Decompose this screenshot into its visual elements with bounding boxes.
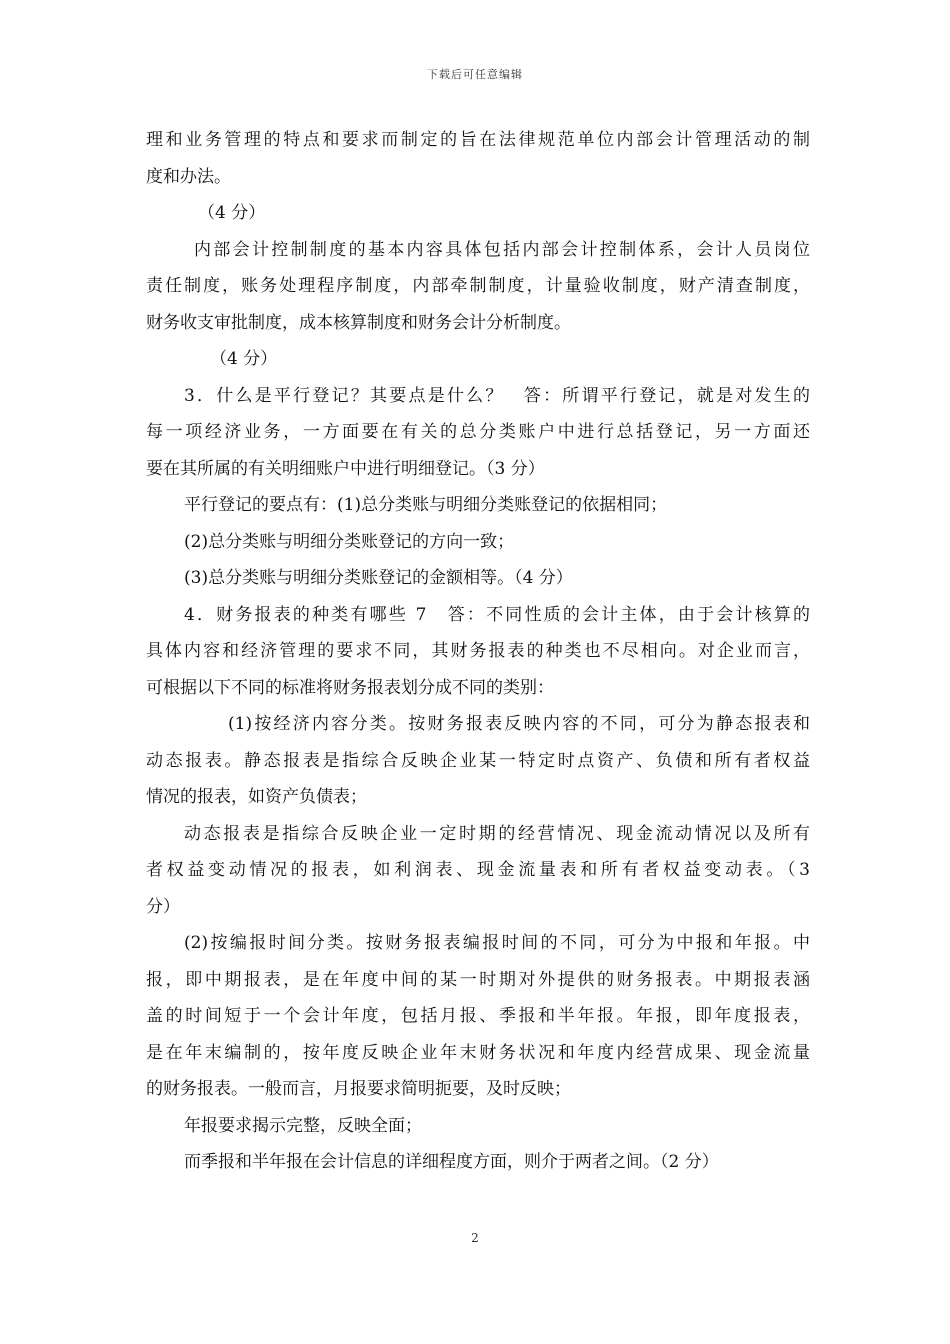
body-line: 情况的报表，如资产负债表； [146,787,367,807]
body-line: 可根据以下不同的标准将财务报表划分成不同的类别： [146,677,554,698]
body-line: (3)总分类账与明细分类账登记的金额相等。（4 分） [184,568,573,588]
score-note: （4 分） [210,349,278,369]
body-line: 的财务报表。一般而言，月报要求简明扼要，及时反映； [146,1079,571,1099]
page-number: 2 [471,1231,479,1245]
body-line: 年报要求揭示完整，反映全面； [184,1115,422,1136]
body-line: 报，即中期报表，是在年度中间的某一时期对外提供的财务报表。中期报表涵 [146,969,810,990]
body-line: (2)按编报时间分类。按财务报表编报时间的不同，可分为中报和年报。中 [184,933,810,953]
body-line: 理和业务管理的特点和要求而制定的旨在法律规范单位内部会计管理活动的制 [146,130,810,150]
body-line: 者权益变动情况的报表，如利润表、现金流量表和所有者权益变动表。（3 [146,860,810,880]
body-line: 是在年末编制的，按年度反映企业年末财务状况和年度内经营成果、现金流量 [146,1042,810,1063]
question-4: 4．财务报表的种类有哪些 7 答：不同性质的会计主体，由于会计核算的 [184,604,810,625]
body-line: 动态报表。静态报表是指综合反映企业某一特定时点资产、负债和所有者权益 [146,750,810,771]
document-body [146,122,810,1181]
body-line: 要在其所属的有关明细账户中进行明细登记。（3 分） [146,458,545,479]
body-line: 动态报表是指综合反映企业一定时期的经营情况、现金流动情况以及所有 [184,823,810,844]
body-line: 内部会计控制制度的基本内容具体包括内部会计控制体系，会计人员岗位 [194,239,810,260]
body-line: (2)总分类账与明细分类账登记的方向一致； [184,531,515,552]
body-line: 责任制度，账务处理程序制度，内部牵制制度，计量验收制度，财产清查制度， [146,276,810,296]
score-note: （4 分） [198,203,266,223]
body-line: 平行登记的要点有：(1)总分类账与明细分类账登记的依据相同； [184,495,668,515]
body-line: 具体内容和经济管理的要求不同，其财务报表的种类也不尽相向。对企业而言， [146,641,810,661]
body-line: 度和办法。 [146,166,231,187]
body-line: 每一项经济业务，一方面要在有关的总分类账户中进行总括登记，另一方面还 [146,422,810,442]
body-line: 盖的时间短于一个会计年度，包括月报、季报和半年报。年报，即年度报表， [146,1006,810,1026]
body-line: 财务收支审批制度，成本核算制度和财务会计分析制度。 [146,312,571,333]
body-line: 分） [146,896,180,917]
page-header: 下载后可任意编辑 [427,68,523,81]
question-3: 3．什么是平行登记？其要点是什么？ 答：所谓平行登记，就是对发生的 [184,385,810,406]
body-line: (1)按经济内容分类。按财务报表反映内容的不同，可分为静态报表和 [228,714,810,734]
body-line: 而季报和半年报在会计信息的详细程度方面，则介于两者之间。（2 分） [184,1152,719,1172]
